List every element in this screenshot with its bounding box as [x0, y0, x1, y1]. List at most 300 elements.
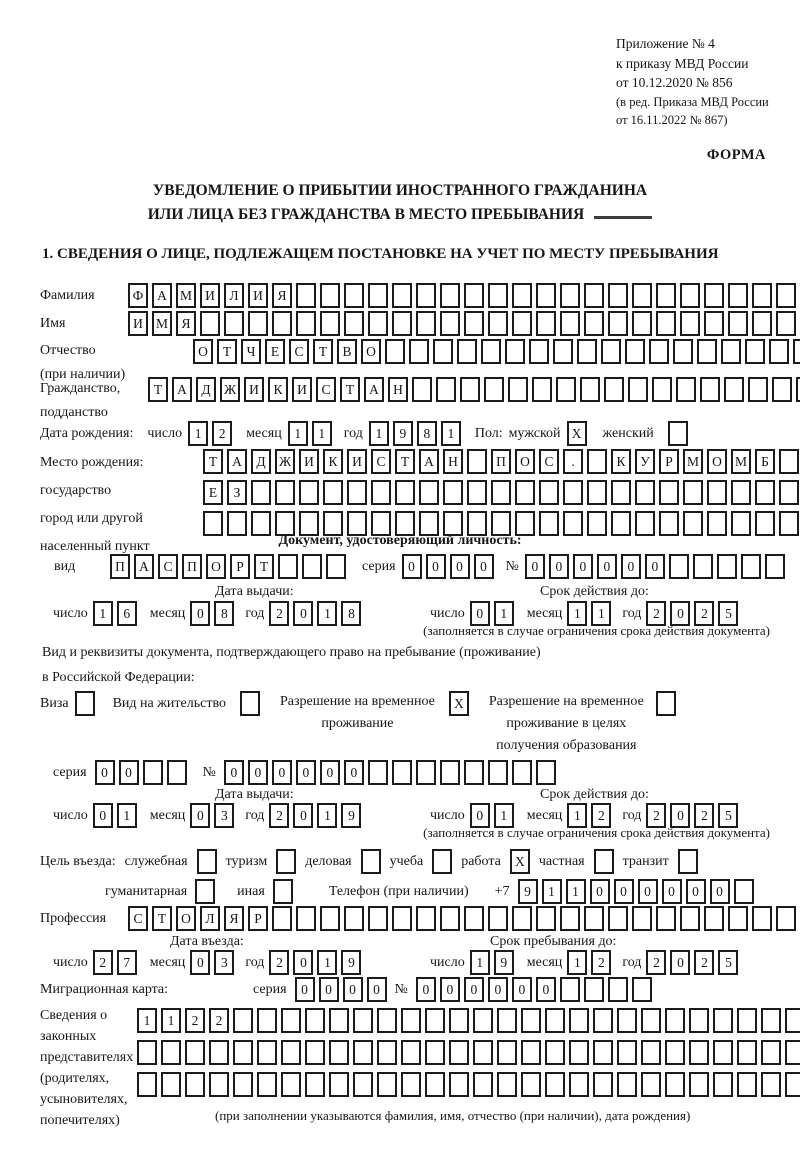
- cell[interactable]: [536, 311, 556, 336]
- cell[interactable]: [353, 1008, 373, 1033]
- cell[interactable]: [197, 849, 217, 874]
- cell[interactable]: [75, 691, 95, 716]
- cell[interactable]: [553, 339, 573, 364]
- cell[interactable]: 3: [214, 950, 234, 975]
- cell[interactable]: 0: [93, 803, 113, 828]
- cell[interactable]: П: [491, 449, 511, 474]
- cell[interactable]: [143, 760, 163, 785]
- cell[interactable]: 1: [317, 803, 337, 828]
- cell[interactable]: 0: [295, 977, 315, 1002]
- cell[interactable]: [545, 1040, 565, 1065]
- entry-day-input[interactable]: [93, 950, 137, 975]
- cell[interactable]: 0: [344, 760, 364, 785]
- cell[interactable]: 2: [694, 950, 714, 975]
- cell[interactable]: [305, 1008, 325, 1033]
- cell[interactable]: [656, 691, 676, 716]
- cell[interactable]: 0: [416, 977, 436, 1002]
- cell[interactable]: [704, 311, 724, 336]
- stay-month-input[interactable]: [567, 950, 611, 975]
- cell[interactable]: [409, 339, 429, 364]
- cell[interactable]: [693, 554, 713, 579]
- cell[interactable]: [594, 849, 614, 874]
- cell[interactable]: 0: [319, 977, 339, 1002]
- cell[interactable]: [449, 1040, 469, 1065]
- cell[interactable]: Л: [224, 283, 244, 308]
- cell[interactable]: [467, 449, 487, 474]
- cell[interactable]: А: [227, 449, 247, 474]
- cell[interactable]: [689, 1040, 709, 1065]
- cell[interactable]: 0: [470, 803, 490, 828]
- cell[interactable]: [473, 1008, 493, 1033]
- cell[interactable]: [669, 554, 689, 579]
- cell[interactable]: [305, 1040, 325, 1065]
- cell[interactable]: 1: [312, 421, 332, 446]
- cell[interactable]: [689, 1008, 709, 1033]
- cell[interactable]: О: [515, 449, 535, 474]
- cell[interactable]: [713, 1040, 733, 1065]
- cell[interactable]: 1: [591, 601, 611, 626]
- cell[interactable]: [545, 1008, 565, 1033]
- cell[interactable]: 2: [269, 601, 289, 626]
- visa-checkbox[interactable]: [75, 691, 95, 716]
- cell[interactable]: У: [635, 449, 655, 474]
- cell[interactable]: [137, 1040, 157, 1065]
- cell[interactable]: [724, 377, 744, 402]
- cell[interactable]: [457, 339, 477, 364]
- stay-day-input[interactable]: [470, 950, 514, 975]
- cell[interactable]: [281, 1072, 301, 1097]
- cell[interactable]: [296, 311, 316, 336]
- cell[interactable]: [497, 1008, 517, 1033]
- cell[interactable]: Т: [340, 377, 360, 402]
- cell[interactable]: [529, 339, 549, 364]
- representatives-row3-input[interactable]: [137, 1072, 800, 1097]
- cell[interactable]: [488, 311, 508, 336]
- cell[interactable]: И: [299, 449, 319, 474]
- cell[interactable]: [257, 1040, 277, 1065]
- cell[interactable]: [392, 760, 412, 785]
- cell[interactable]: 1: [470, 950, 490, 975]
- cell[interactable]: [347, 480, 367, 505]
- cell[interactable]: П: [110, 554, 130, 579]
- cell[interactable]: [440, 283, 460, 308]
- cell[interactable]: М: [176, 283, 196, 308]
- cell[interactable]: [392, 311, 412, 336]
- cell[interactable]: [233, 1040, 253, 1065]
- cell[interactable]: [425, 1008, 445, 1033]
- cell[interactable]: [416, 906, 436, 931]
- cell[interactable]: О: [707, 449, 727, 474]
- cell[interactable]: [167, 760, 187, 785]
- cell[interactable]: [632, 977, 652, 1002]
- cell[interactable]: [521, 1072, 541, 1097]
- cell[interactable]: [563, 480, 583, 505]
- cell[interactable]: [275, 480, 295, 505]
- cell[interactable]: [587, 449, 607, 474]
- cell[interactable]: 3: [214, 803, 234, 828]
- cell[interactable]: [656, 906, 676, 931]
- cell[interactable]: [617, 1008, 637, 1033]
- cell[interactable]: [401, 1040, 421, 1065]
- purpose-tourism-checkbox[interactable]: [276, 849, 296, 874]
- purpose-transit-checkbox[interactable]: [678, 849, 698, 874]
- cell[interactable]: [680, 906, 700, 931]
- cell[interactable]: [433, 339, 453, 364]
- cell[interactable]: М: [152, 311, 172, 336]
- cell[interactable]: [377, 1072, 397, 1097]
- cell[interactable]: 0: [296, 760, 316, 785]
- cell[interactable]: [641, 1040, 661, 1065]
- cell[interactable]: [761, 1008, 781, 1033]
- cell[interactable]: 0: [440, 977, 460, 1002]
- cell[interactable]: В: [337, 339, 357, 364]
- cell[interactable]: [161, 1072, 181, 1097]
- cell[interactable]: Ч: [241, 339, 261, 364]
- cell[interactable]: [680, 283, 700, 308]
- cell[interactable]: Ж: [220, 377, 240, 402]
- cell[interactable]: Р: [248, 906, 268, 931]
- cell[interactable]: 1: [137, 1008, 157, 1033]
- representatives-row2-input[interactable]: [137, 1040, 800, 1065]
- cell[interactable]: 5: [718, 803, 738, 828]
- cell[interactable]: [425, 1072, 445, 1097]
- cell[interactable]: 1: [161, 1008, 181, 1033]
- cell[interactable]: 0: [590, 879, 610, 904]
- doc-number-input[interactable]: [525, 554, 785, 579]
- cell[interactable]: [741, 554, 761, 579]
- cell[interactable]: 2: [591, 803, 611, 828]
- cell[interactable]: [584, 283, 604, 308]
- cell[interactable]: И: [248, 283, 268, 308]
- cell[interactable]: А: [172, 377, 192, 402]
- cell[interactable]: [785, 1040, 800, 1065]
- cell[interactable]: 1: [567, 803, 587, 828]
- cell[interactable]: 0: [662, 879, 682, 904]
- cell[interactable]: 0: [320, 760, 340, 785]
- cell[interactable]: [488, 760, 508, 785]
- cell[interactable]: 2: [185, 1008, 205, 1033]
- cell[interactable]: И: [292, 377, 312, 402]
- migration-card-number-input[interactable]: [416, 977, 652, 1002]
- cell[interactable]: Я: [176, 311, 196, 336]
- cell[interactable]: [697, 339, 717, 364]
- cell[interactable]: 0: [293, 803, 313, 828]
- profession-input[interactable]: [128, 906, 800, 931]
- cell[interactable]: [161, 1040, 181, 1065]
- cell[interactable]: [752, 283, 772, 308]
- cell[interactable]: 0: [402, 554, 422, 579]
- cell[interactable]: [209, 1072, 229, 1097]
- cell[interactable]: [512, 906, 532, 931]
- cell[interactable]: С: [371, 449, 391, 474]
- cell[interactable]: 2: [212, 421, 232, 446]
- residence-number-input[interactable]: [224, 760, 556, 785]
- cell[interactable]: О: [361, 339, 381, 364]
- cell[interactable]: [761, 1040, 781, 1065]
- cell[interactable]: 2: [269, 803, 289, 828]
- cell[interactable]: [721, 339, 741, 364]
- cell[interactable]: Н: [443, 449, 463, 474]
- cell[interactable]: [464, 283, 484, 308]
- cell[interactable]: [617, 1072, 637, 1097]
- cell[interactable]: [488, 283, 508, 308]
- cell[interactable]: [440, 906, 460, 931]
- cell[interactable]: [752, 906, 772, 931]
- cell[interactable]: [412, 377, 432, 402]
- cell[interactable]: О: [176, 906, 196, 931]
- cell[interactable]: [560, 311, 580, 336]
- cell[interactable]: [728, 311, 748, 336]
- cell[interactable]: [776, 283, 796, 308]
- cell[interactable]: 2: [591, 950, 611, 975]
- cell[interactable]: 1: [317, 601, 337, 626]
- cell[interactable]: 1: [288, 421, 308, 446]
- cell[interactable]: [604, 377, 624, 402]
- cell[interactable]: [278, 554, 298, 579]
- cell[interactable]: 1: [567, 601, 587, 626]
- cell[interactable]: [776, 906, 796, 931]
- cell[interactable]: [793, 339, 800, 364]
- cell[interactable]: [649, 339, 669, 364]
- cell[interactable]: 1: [494, 601, 514, 626]
- cell[interactable]: [752, 311, 772, 336]
- cell[interactable]: [704, 283, 724, 308]
- purpose-commercial-checkbox[interactable]: [361, 849, 381, 874]
- cell[interactable]: 9: [393, 421, 413, 446]
- cell[interactable]: [512, 283, 532, 308]
- cell[interactable]: .: [563, 449, 583, 474]
- cell[interactable]: 0: [190, 803, 210, 828]
- cell[interactable]: Т: [148, 377, 168, 402]
- cell[interactable]: Д: [196, 377, 216, 402]
- cell[interactable]: [281, 1008, 301, 1033]
- cell[interactable]: 0: [343, 977, 363, 1002]
- cell[interactable]: Ж: [275, 449, 295, 474]
- cell[interactable]: [678, 849, 698, 874]
- cell[interactable]: [233, 1008, 253, 1033]
- cell[interactable]: [707, 480, 727, 505]
- cell[interactable]: [772, 377, 792, 402]
- cell[interactable]: [689, 1072, 709, 1097]
- entry-month-input[interactable]: [190, 950, 234, 975]
- residence-issue-year-input[interactable]: [269, 803, 361, 828]
- cell[interactable]: С: [128, 906, 148, 931]
- cell[interactable]: Ф: [128, 283, 148, 308]
- cell[interactable]: [272, 906, 292, 931]
- cell[interactable]: 0: [190, 950, 210, 975]
- cell[interactable]: А: [152, 283, 172, 308]
- cell[interactable]: [608, 977, 628, 1002]
- cell[interactable]: [395, 480, 415, 505]
- cell[interactable]: Т: [313, 339, 333, 364]
- cell[interactable]: Р: [659, 449, 679, 474]
- cell[interactable]: [785, 1008, 800, 1033]
- patronymic-input[interactable]: [193, 339, 800, 364]
- cell[interactable]: [449, 1008, 469, 1033]
- cell[interactable]: С: [289, 339, 309, 364]
- cell[interactable]: 0: [536, 977, 556, 1002]
- cell[interactable]: [569, 1072, 589, 1097]
- cell[interactable]: Х: [510, 849, 530, 874]
- cell[interactable]: [305, 1072, 325, 1097]
- cell[interactable]: [521, 1040, 541, 1065]
- cell[interactable]: [240, 691, 260, 716]
- cell[interactable]: [272, 311, 292, 336]
- cell[interactable]: [329, 1072, 349, 1097]
- cell[interactable]: 0: [686, 879, 706, 904]
- purpose-business-checkbox[interactable]: [197, 849, 217, 874]
- cell[interactable]: 1: [542, 879, 562, 904]
- cell[interactable]: Б: [755, 449, 775, 474]
- cell[interactable]: [632, 283, 652, 308]
- cell[interactable]: 9: [518, 879, 538, 904]
- cell[interactable]: [344, 906, 364, 931]
- cell[interactable]: [608, 311, 628, 336]
- birth-month-input[interactable]: [288, 421, 332, 446]
- cell[interactable]: 2: [646, 601, 666, 626]
- cell[interactable]: [521, 1008, 541, 1033]
- cell[interactable]: [209, 1040, 229, 1065]
- cell[interactable]: О: [206, 554, 226, 579]
- birth-place-row1-input[interactable]: [203, 449, 799, 474]
- residence-series-input[interactable]: [95, 760, 187, 785]
- cell[interactable]: 0: [670, 601, 690, 626]
- cell[interactable]: 0: [190, 601, 210, 626]
- cell[interactable]: 2: [646, 950, 666, 975]
- cell[interactable]: 1: [188, 421, 208, 446]
- cell[interactable]: [257, 1072, 277, 1097]
- cell[interactable]: Р: [230, 554, 250, 579]
- cell[interactable]: [569, 1040, 589, 1065]
- cell[interactable]: 0: [645, 554, 665, 579]
- cell[interactable]: [737, 1008, 757, 1033]
- given-name-input[interactable]: [128, 311, 800, 336]
- cell[interactable]: 9: [494, 950, 514, 975]
- cell[interactable]: 0: [450, 554, 470, 579]
- cell[interactable]: К: [268, 377, 288, 402]
- cell[interactable]: Я: [224, 906, 244, 931]
- cell[interactable]: [377, 1040, 397, 1065]
- doc-type-input[interactable]: [110, 554, 346, 579]
- cell[interactable]: И: [200, 283, 220, 308]
- cell[interactable]: [761, 1072, 781, 1097]
- cell[interactable]: Я: [272, 283, 292, 308]
- cell[interactable]: 0: [367, 977, 387, 1002]
- cell[interactable]: [659, 480, 679, 505]
- cell[interactable]: [392, 283, 412, 308]
- cell[interactable]: [560, 906, 580, 931]
- male-checkbox[interactable]: [567, 421, 587, 446]
- cell[interactable]: [680, 311, 700, 336]
- cell[interactable]: [512, 311, 532, 336]
- cell[interactable]: [416, 283, 436, 308]
- cell[interactable]: [765, 554, 785, 579]
- cell[interactable]: [320, 906, 340, 931]
- cell[interactable]: [704, 906, 724, 931]
- cell[interactable]: [728, 283, 748, 308]
- cell[interactable]: [464, 760, 484, 785]
- cell[interactable]: 1: [567, 950, 587, 975]
- cell[interactable]: [368, 760, 388, 785]
- cell[interactable]: [299, 480, 319, 505]
- cell[interactable]: 0: [248, 760, 268, 785]
- cell[interactable]: 1: [566, 879, 586, 904]
- cell[interactable]: [436, 377, 456, 402]
- cell[interactable]: [737, 1072, 757, 1097]
- cell[interactable]: [656, 283, 676, 308]
- vnzh-checkbox[interactable]: [240, 691, 260, 716]
- cell[interactable]: [200, 311, 220, 336]
- cell[interactable]: [512, 760, 532, 785]
- female-checkbox[interactable]: [668, 421, 688, 446]
- cell[interactable]: [361, 849, 381, 874]
- cell[interactable]: [296, 283, 316, 308]
- cell[interactable]: [737, 1040, 757, 1065]
- cell[interactable]: [628, 377, 648, 402]
- cell[interactable]: Х: [449, 691, 469, 716]
- cell[interactable]: [368, 283, 388, 308]
- cell[interactable]: 9: [341, 950, 361, 975]
- cell[interactable]: [416, 760, 436, 785]
- cell[interactable]: [368, 311, 388, 336]
- cell[interactable]: К: [611, 449, 631, 474]
- cell[interactable]: [481, 339, 501, 364]
- cell[interactable]: [464, 311, 484, 336]
- cell[interactable]: [137, 1072, 157, 1097]
- cell[interactable]: [508, 377, 528, 402]
- doc-issue-month-input[interactable]: [190, 601, 234, 626]
- cell[interactable]: 0: [426, 554, 446, 579]
- cell[interactable]: М: [683, 449, 703, 474]
- cell[interactable]: [248, 311, 268, 336]
- cell[interactable]: [731, 480, 751, 505]
- cell[interactable]: [593, 1040, 613, 1065]
- cell[interactable]: [467, 480, 487, 505]
- cell[interactable]: [536, 906, 556, 931]
- cell[interactable]: [385, 339, 405, 364]
- cell[interactable]: 2: [269, 950, 289, 975]
- birth-place-row2-input[interactable]: [203, 480, 799, 505]
- cell[interactable]: 0: [621, 554, 641, 579]
- cell[interactable]: [185, 1072, 205, 1097]
- cell[interactable]: [584, 311, 604, 336]
- cell[interactable]: [320, 311, 340, 336]
- cell[interactable]: 1: [494, 803, 514, 828]
- cell[interactable]: Н: [388, 377, 408, 402]
- cell[interactable]: 0: [470, 601, 490, 626]
- purpose-other-checkbox[interactable]: [273, 879, 293, 904]
- cell[interactable]: [536, 283, 556, 308]
- cell[interactable]: [233, 1072, 253, 1097]
- cell[interactable]: 2: [209, 1008, 229, 1033]
- cell[interactable]: 0: [512, 977, 532, 1002]
- rvp-checkbox[interactable]: [449, 691, 469, 716]
- cell[interactable]: 9: [341, 803, 361, 828]
- cell[interactable]: [748, 377, 768, 402]
- cell[interactable]: Т: [217, 339, 237, 364]
- cell[interactable]: [425, 1040, 445, 1065]
- cell[interactable]: [632, 311, 652, 336]
- cell[interactable]: [769, 339, 789, 364]
- cell[interactable]: [560, 977, 580, 1002]
- cell[interactable]: [497, 1072, 517, 1097]
- cell[interactable]: [532, 377, 552, 402]
- cell[interactable]: [676, 377, 696, 402]
- cell[interactable]: [593, 1008, 613, 1033]
- cell[interactable]: 6: [117, 601, 137, 626]
- cell[interactable]: [652, 377, 672, 402]
- cell[interactable]: С: [158, 554, 178, 579]
